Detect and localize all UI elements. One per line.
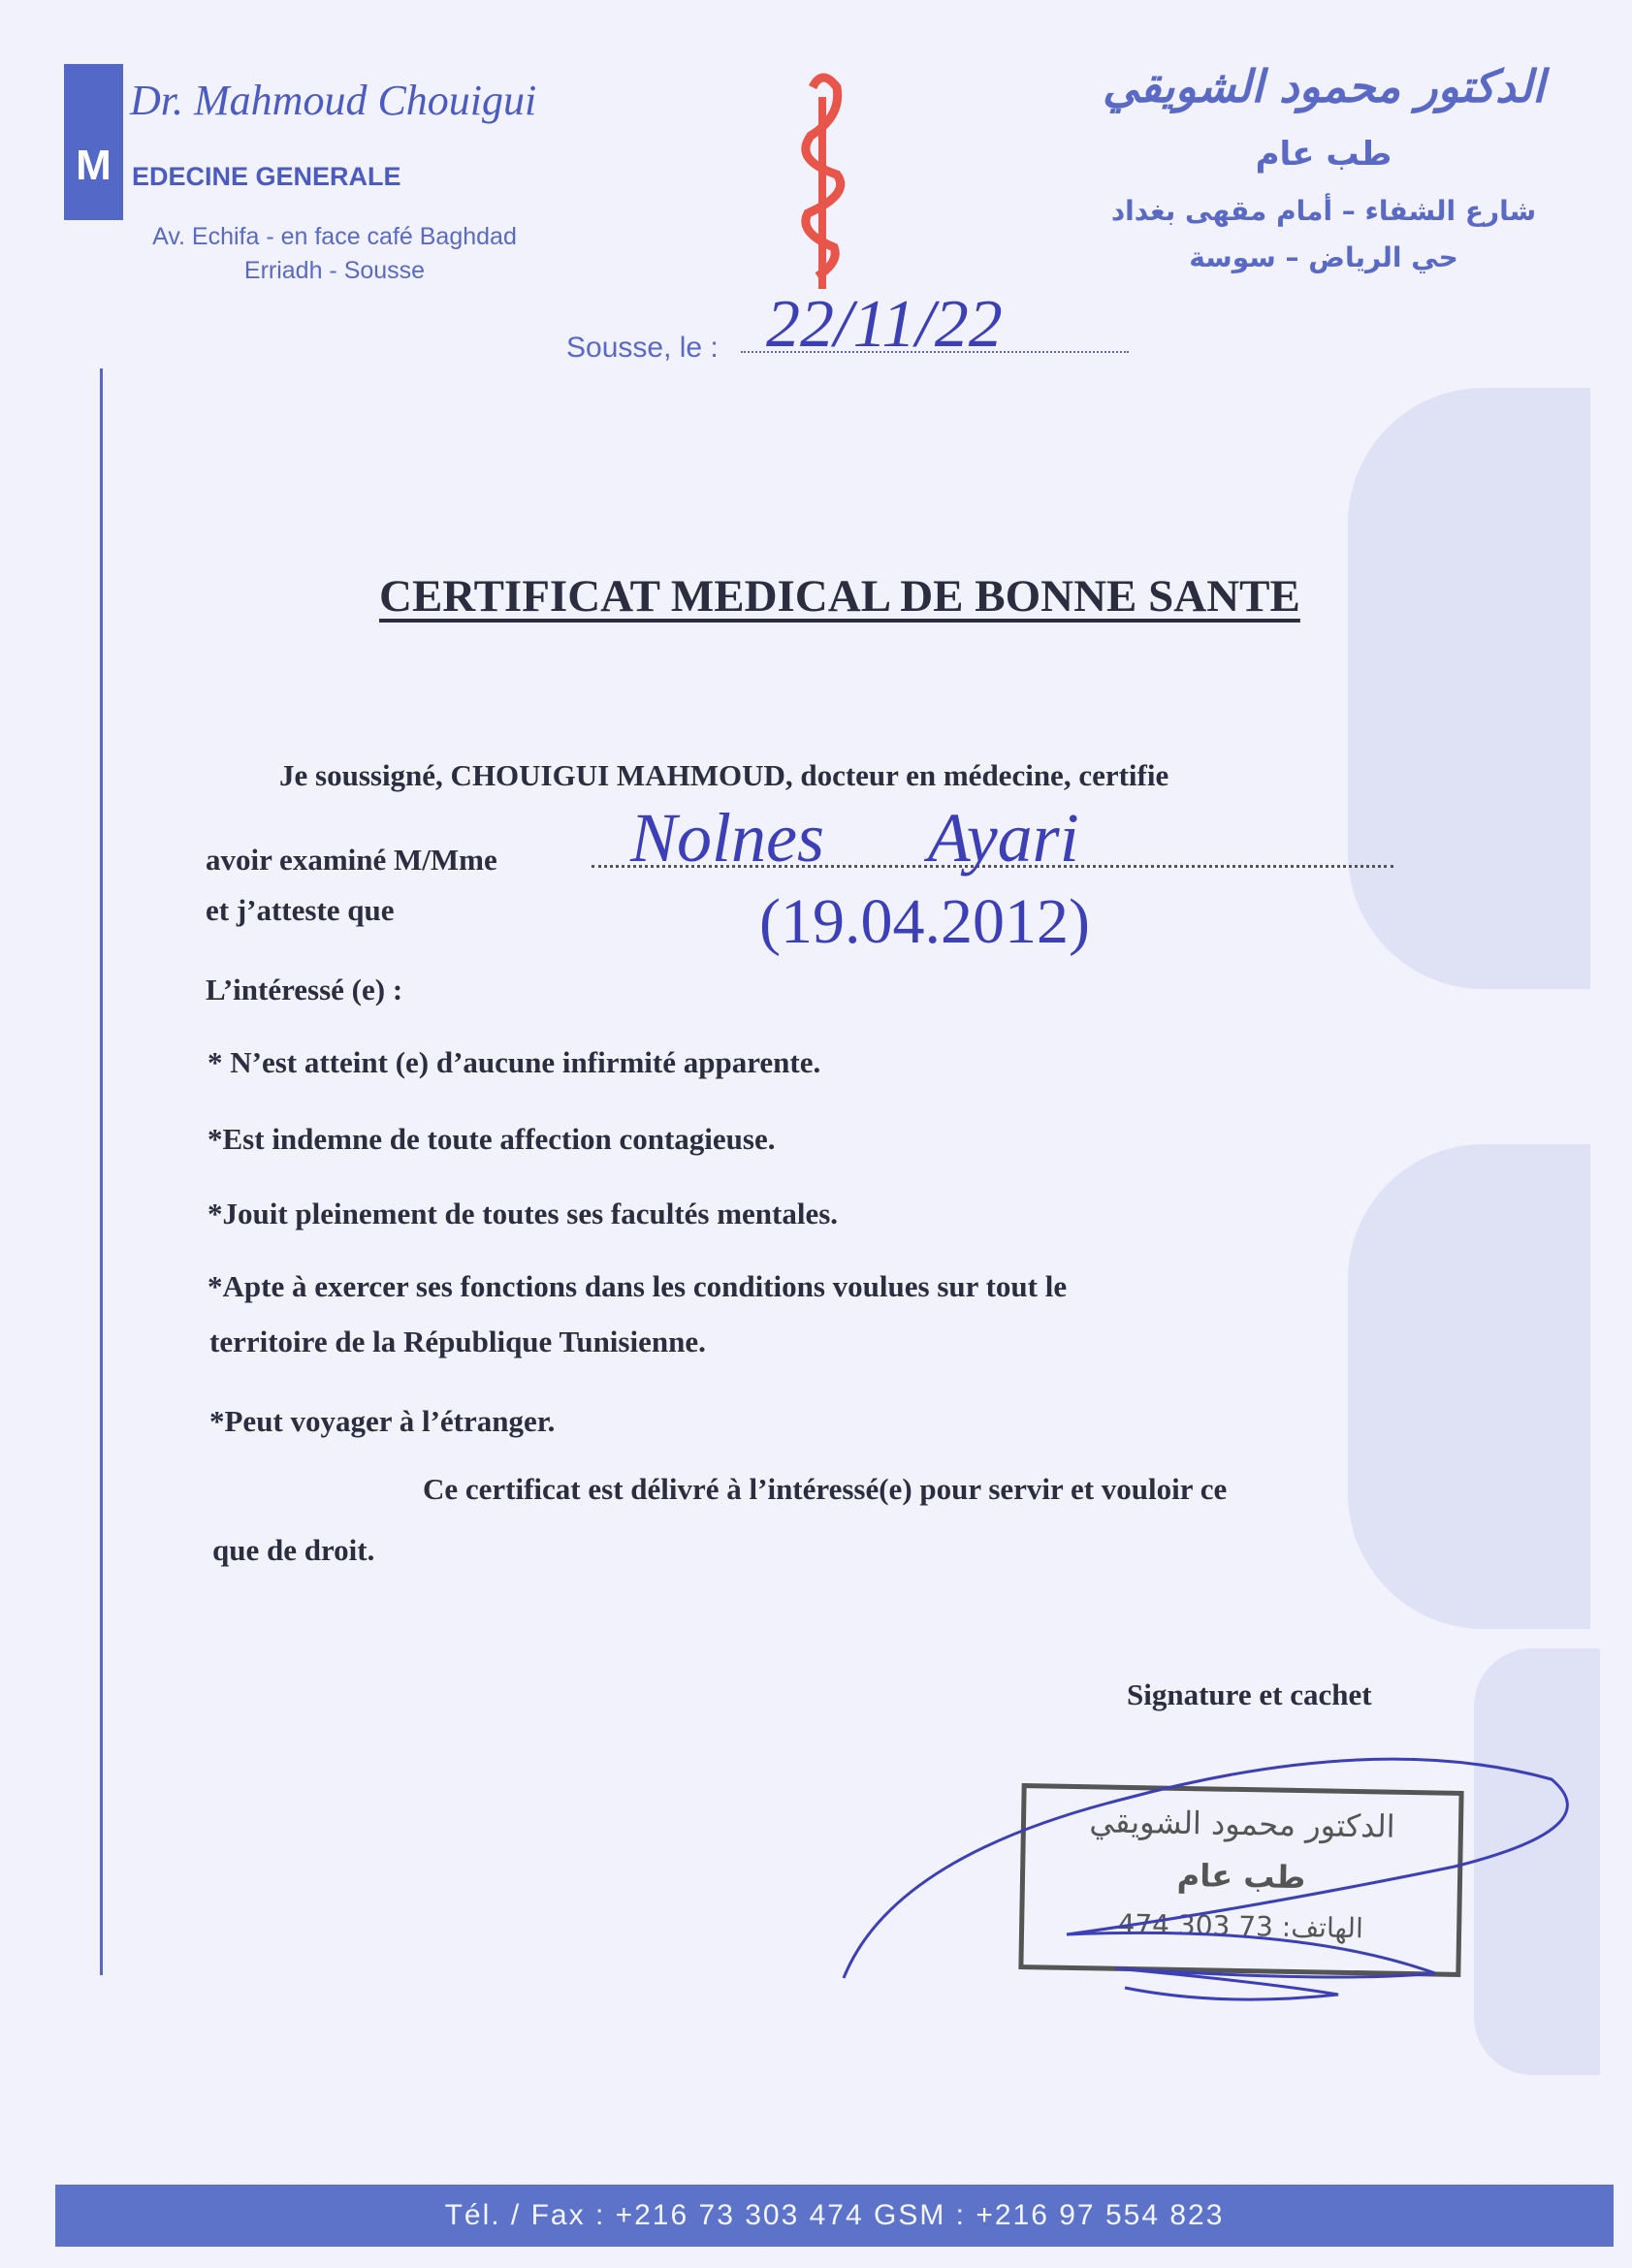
item-3: *Jouit pleinement de toutes ses facultés mentales. xyxy=(208,1197,839,1230)
attest-text: et j’atteste que xyxy=(206,893,395,927)
address-line-2: Erriadh - Sousse xyxy=(243,257,426,284)
caduceus-icon xyxy=(784,68,861,291)
examined-label: avoir examiné M/Mme xyxy=(206,843,497,877)
birth-date: (19.04.2012) xyxy=(759,886,1090,957)
item-4: *Apte à exercer ses fonctions dans les conditions voulues sur tout le xyxy=(208,1269,1068,1303)
margin-line xyxy=(100,368,103,1975)
signature-label: Signature et cachet xyxy=(1127,1677,1372,1711)
arabic-address-2: حي الرياض – سوسة xyxy=(1189,241,1458,273)
closing-line-1: Ce certificat est délivré à l’intéressé(e) pour servir et vouloir ce xyxy=(423,1472,1228,1506)
subject-label: L’intéressé (e) : xyxy=(206,973,403,1006)
certificate-title: CERTIFICAT MEDICAL DE BONNE SANTE xyxy=(379,571,1300,622)
handwritten-date: 22/11/22 xyxy=(766,287,1003,362)
logo-letter: M xyxy=(76,142,112,189)
arabic-doctor-name: الدكتور محمود الشويقي xyxy=(1103,60,1545,112)
doctor-name: Dr. Mahmoud Chouigui xyxy=(130,77,537,124)
item-5: *Peut voyager à l’étranger. xyxy=(209,1404,556,1438)
address-line-1: Av. Echifa - en face café Baghdad xyxy=(152,223,517,250)
patient-name: Nolnes Ayari xyxy=(630,799,1079,877)
watermark xyxy=(1348,388,1590,989)
signature-scribble xyxy=(834,1741,1581,2002)
arabic-specialty: طب عام xyxy=(1255,135,1392,174)
closing-line-2: que de droit. xyxy=(212,1533,375,1567)
item-1: * N’est atteint (e) d’aucune infirmité apparente. xyxy=(208,1045,821,1079)
item-2: *Est indemne de toute affection contagieuse. xyxy=(208,1122,776,1156)
arabic-address-1: شارع الشفاء – أمام مقهى بغداد xyxy=(1110,195,1537,227)
intro-text: Je soussigné, CHOUIGUI MAHMOUD, docteur en médecine, certifie xyxy=(279,758,1169,792)
watermark xyxy=(1348,1144,1590,1629)
item-4-cont: territoire de la République Tunisienne. xyxy=(209,1325,706,1358)
stamp-specialty: طب عام xyxy=(1176,1856,1306,1897)
stamp-phone: الهاتف: 73 303 474 xyxy=(1117,1907,1364,1945)
date-label: Sousse, le : xyxy=(566,332,719,364)
stamp-name: الدكتور محمود الشويقي xyxy=(1089,1803,1395,1845)
footer-contact: Tél. / Fax : +216 73 303 474 GSM : +216 97 554 823 xyxy=(55,2185,1614,2247)
specialty: EDECINE GENERALE xyxy=(132,162,401,191)
